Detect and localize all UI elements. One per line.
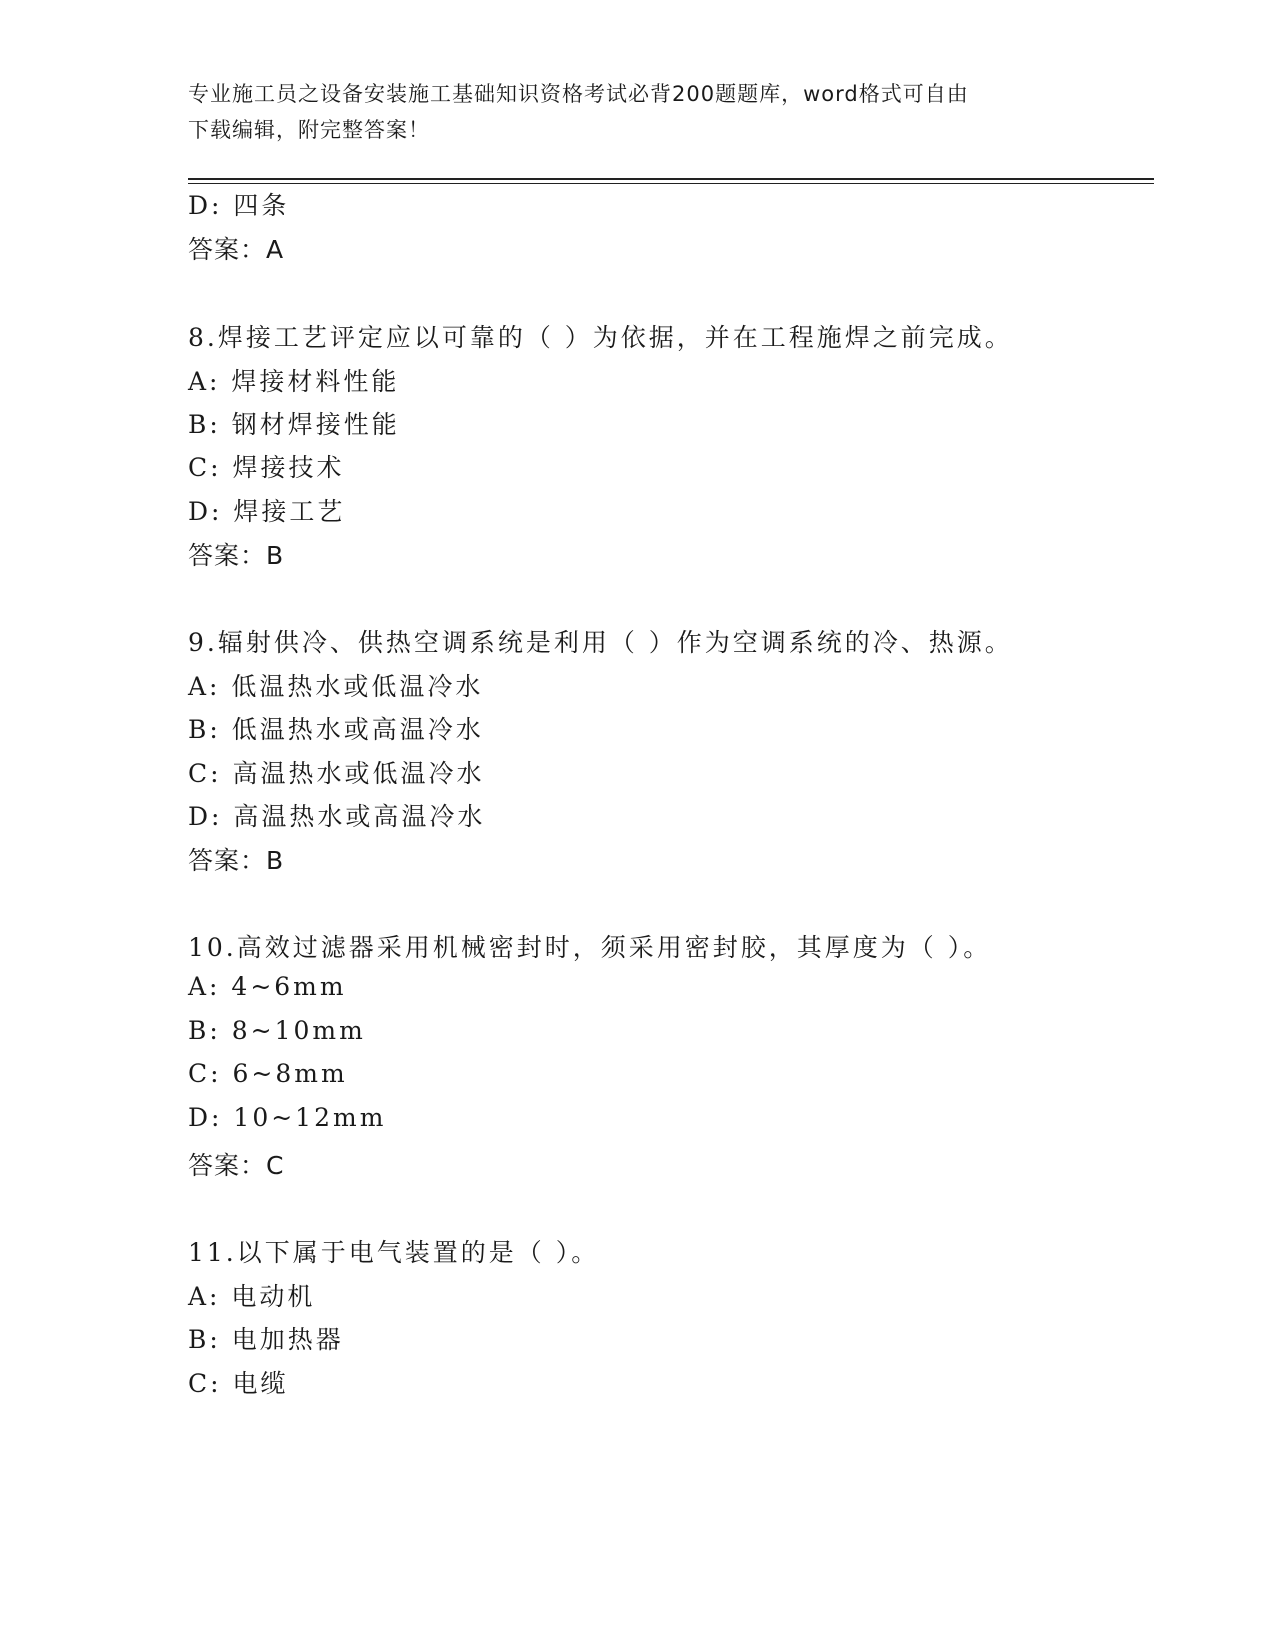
question-11-stem: 11.以下属于电气装置的是（ ）。 [188, 1238, 600, 1267]
question-9-answer: 答案：B [188, 846, 285, 875]
question-9-option-a: A: 低温热水或低温冷水 [188, 672, 484, 701]
prev-answer: 答案：A [188, 235, 285, 264]
header-title-line-1: 专业施工员之设备安装施工基础知识资格考试必背200题题库，word格式可自由 [188, 82, 969, 106]
question-9-stem: 9.辐射供冷、供热空调系统是利用（ ）作为空调系统的冷、热源。 [188, 628, 1013, 657]
question-9-option-d: D: 高温热水或高温冷水 [188, 802, 486, 831]
question-9-option-c: C: 高温热水或低温冷水 [188, 759, 485, 788]
question-8-option-c: C: 焊接技术 [188, 453, 345, 482]
question-10-option-b: B: 8~10mm [188, 1016, 366, 1045]
question-11-option-c: C: 电缆 [188, 1369, 289, 1398]
prev-option-d: D: 四条 [188, 191, 290, 220]
question-8-answer: 答案：B [188, 541, 285, 570]
question-11-option-b: B: 电加热器 [188, 1325, 344, 1354]
question-10-option-d: D: 10~12mm [188, 1103, 387, 1132]
question-8-option-d: D: 焊接工艺 [188, 497, 346, 526]
question-8-option-b: B: 钢材焊接性能 [188, 410, 400, 439]
header-title-line-2: 下载编辑，附完整答案！ [188, 118, 430, 142]
header-rule-thin [188, 183, 1154, 184]
header-rule-thick [188, 178, 1154, 180]
question-10-stem: 10.高效过滤器采用机械密封时，须采用密封胶，其厚度为（ ）。 [188, 933, 992, 962]
question-10-option-a: A: 4~6mm [188, 972, 347, 1001]
question-10-answer: 答案：C [188, 1151, 285, 1180]
question-8-option-a: A: 焊接材料性能 [188, 367, 400, 396]
question-9-option-b: B: 低温热水或高温冷水 [188, 715, 484, 744]
question-10-option-c: C: 6~8mm [188, 1059, 348, 1088]
question-8-stem: 8.焊接工艺评定应以可靠的（ ）为依据，并在工程施焊之前完成。 [188, 323, 1013, 352]
question-11-option-a: A: 电动机 [188, 1282, 316, 1311]
document-header [188, 76, 1068, 148]
